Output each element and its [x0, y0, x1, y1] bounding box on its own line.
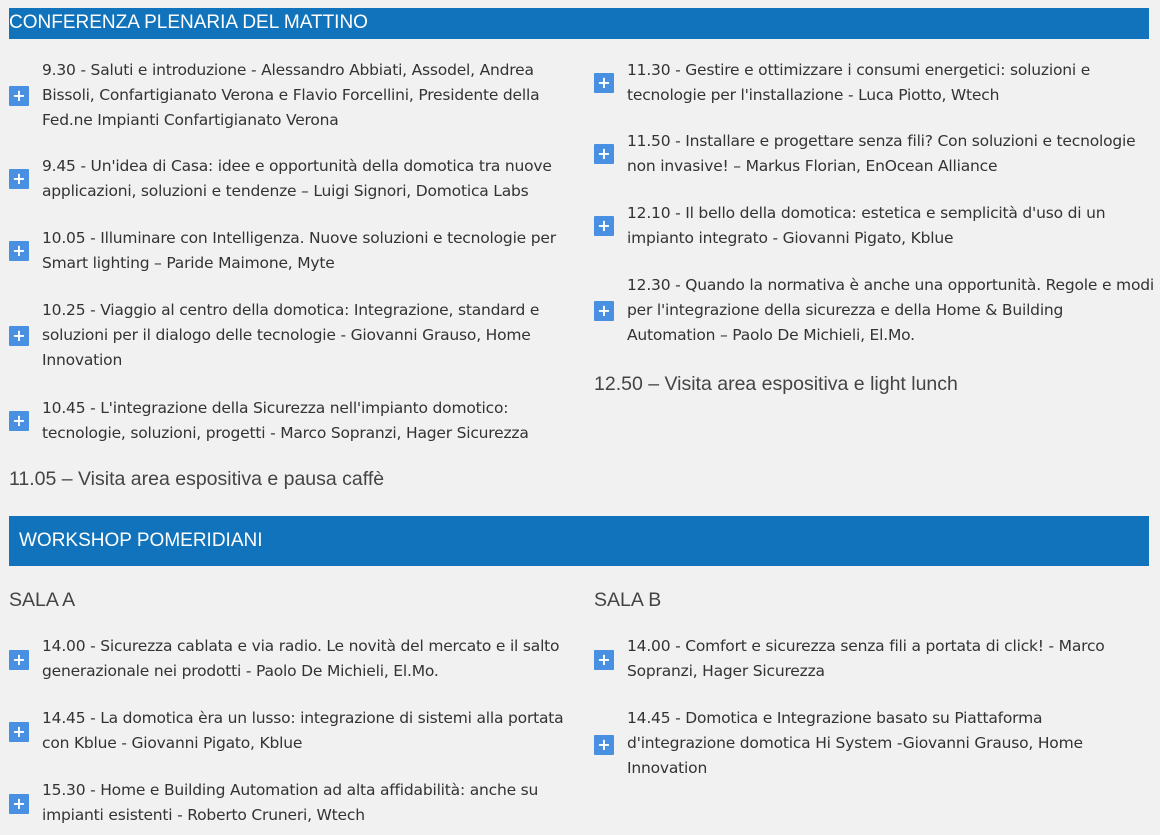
- agenda-item[interactable]: [9, 634, 569, 684]
- plus-icon[interactable]: +: [9, 326, 29, 346]
- agenda-item[interactable]: [9, 154, 569, 204]
- morning-section-title: CONFERENZA PLENARIA DEL MATTINO: [9, 12, 368, 33]
- afternoon-section-header: [9, 516, 1149, 566]
- agenda-item[interactable]: [594, 634, 1154, 684]
- plus-icon[interactable]: +: [9, 86, 29, 106]
- lunch-break-text: 12.50 – Visita area espositiva e light lunch: [594, 373, 958, 395]
- agenda-item[interactable]: [594, 129, 1154, 179]
- plus-icon[interactable]: +: [9, 411, 29, 431]
- agenda-item[interactable]: [9, 58, 569, 134]
- plus-icon[interactable]: +: [9, 241, 29, 261]
- agenda-item[interactable]: [9, 396, 569, 446]
- agenda-item[interactable]: [594, 706, 1154, 782]
- plus-icon[interactable]: +: [594, 650, 614, 670]
- plus-icon[interactable]: +: [9, 722, 29, 742]
- coffee-break-text: 11.05 – Visita area espositiva e pausa caffè: [9, 468, 385, 490]
- agenda-item-text: 11.30 - Gestire e ottimizzare i consumi energetici: soluzioni e tecnologie per l'installazione - Luca Piotto, Wtech: [627, 61, 1091, 104]
- agenda-item[interactable]: [594, 201, 1154, 251]
- agenda-item-text: 10.25 - Viaggio al centro della domotica: Integrazione, standard e soluzioni per il dialogo delle tecnologie - Giovanni Grauso, Home Innovation: [42, 301, 540, 369]
- agenda-item-text: 14.45 - Domotica e Integrazione basato su Piattaforma d'integrazione domotica Hi System -Giovanni Grauso, Home Innovation: [627, 709, 1083, 777]
- agenda-item-text: 14.45 - La domotica èra un lusso: integrazione di sistemi alla portata con Kblue - Giovanni Pigato, Kblue: [42, 709, 564, 752]
- sala-b-heading: SALA B: [594, 589, 662, 611]
- plus-icon[interactable]: +: [594, 301, 614, 321]
- plus-icon[interactable]: +: [594, 73, 614, 93]
- agenda-item[interactable]: [9, 778, 569, 828]
- agenda-item-text: 14.00 - Sicurezza cablata e via radio. Le novità del mercato e il salto generazionale nei prodotti - Paolo De Michieli, El.Mo.: [42, 637, 560, 680]
- agenda-item[interactable]: [9, 706, 569, 756]
- agenda-item-text: 10.05 - Illuminare con Intelligenza. Nuove soluzioni e tecnologie per Smart lighting – Paride Maimone, Myte: [42, 229, 556, 272]
- agenda-item-text: 11.50 - Installare e progettare senza fili? Con soluzioni e tecnologie non invasive! – Markus Florian, EnOcean Alliance: [627, 132, 1136, 175]
- agenda-item-text: 10.45 - L'integrazione della Sicurezza nell'impianto domotico: tecnologie, soluzioni, progetti - Marco Sopranzi, Hager Sicurezza: [42, 399, 529, 442]
- agenda-item-text: 14.00 - Comfort e sicurezza senza fili a portata di click! - Marco Sopranzi, Hager Sicurezza: [627, 637, 1105, 680]
- agenda-item[interactable]: [594, 58, 1154, 108]
- afternoon-section-title: WORKSHOP POMERIDIANI: [19, 530, 263, 551]
- plus-icon[interactable]: +: [594, 144, 614, 164]
- agenda-item-text: 9.45 - Un'idea di Casa: idee e opportunità della domotica tra nuove applicazioni, soluzioni e tendenze – Luigi Signori, Domotica Labs: [42, 157, 552, 200]
- plus-icon[interactable]: +: [594, 216, 614, 236]
- agenda-item[interactable]: [9, 298, 569, 374]
- agenda-item-text: 12.10 - Il bello della domotica: estetica e semplicità d'uso di un impianto integrato - Giovanni Pigato, Kblue: [627, 204, 1106, 247]
- agenda-item[interactable]: [594, 273, 1154, 349]
- plus-icon[interactable]: +: [9, 650, 29, 670]
- plus-icon[interactable]: +: [9, 794, 29, 814]
- agenda-item-text: 15.30 - Home e Building Automation ad alta affidabilità: anche su impianti esistenti - Roberto Cruneri, Wtech: [42, 781, 539, 824]
- sala-a-heading: SALA A: [9, 589, 76, 611]
- agenda-item-text: 9.30 - Saluti e introduzione - Alessandro Abbiati, Assodel, Andrea Bissoli, Confartigianato Verona e Flavio Forcellini, Presidente della Fed.ne Impianti Confartigianato Verona: [42, 61, 540, 129]
- agenda-item-text: 12.30 - Quando la normativa è anche una opportunità. Regole e modi per l'integrazione della sicurezza e della Home & Building Automation – Paolo De Michieli, El.Mo.: [627, 276, 1154, 344]
- plus-icon[interactable]: +: [594, 735, 614, 755]
- morning-section-header: [9, 8, 1149, 39]
- agenda-item[interactable]: [9, 226, 569, 276]
- plus-icon[interactable]: +: [9, 169, 29, 189]
